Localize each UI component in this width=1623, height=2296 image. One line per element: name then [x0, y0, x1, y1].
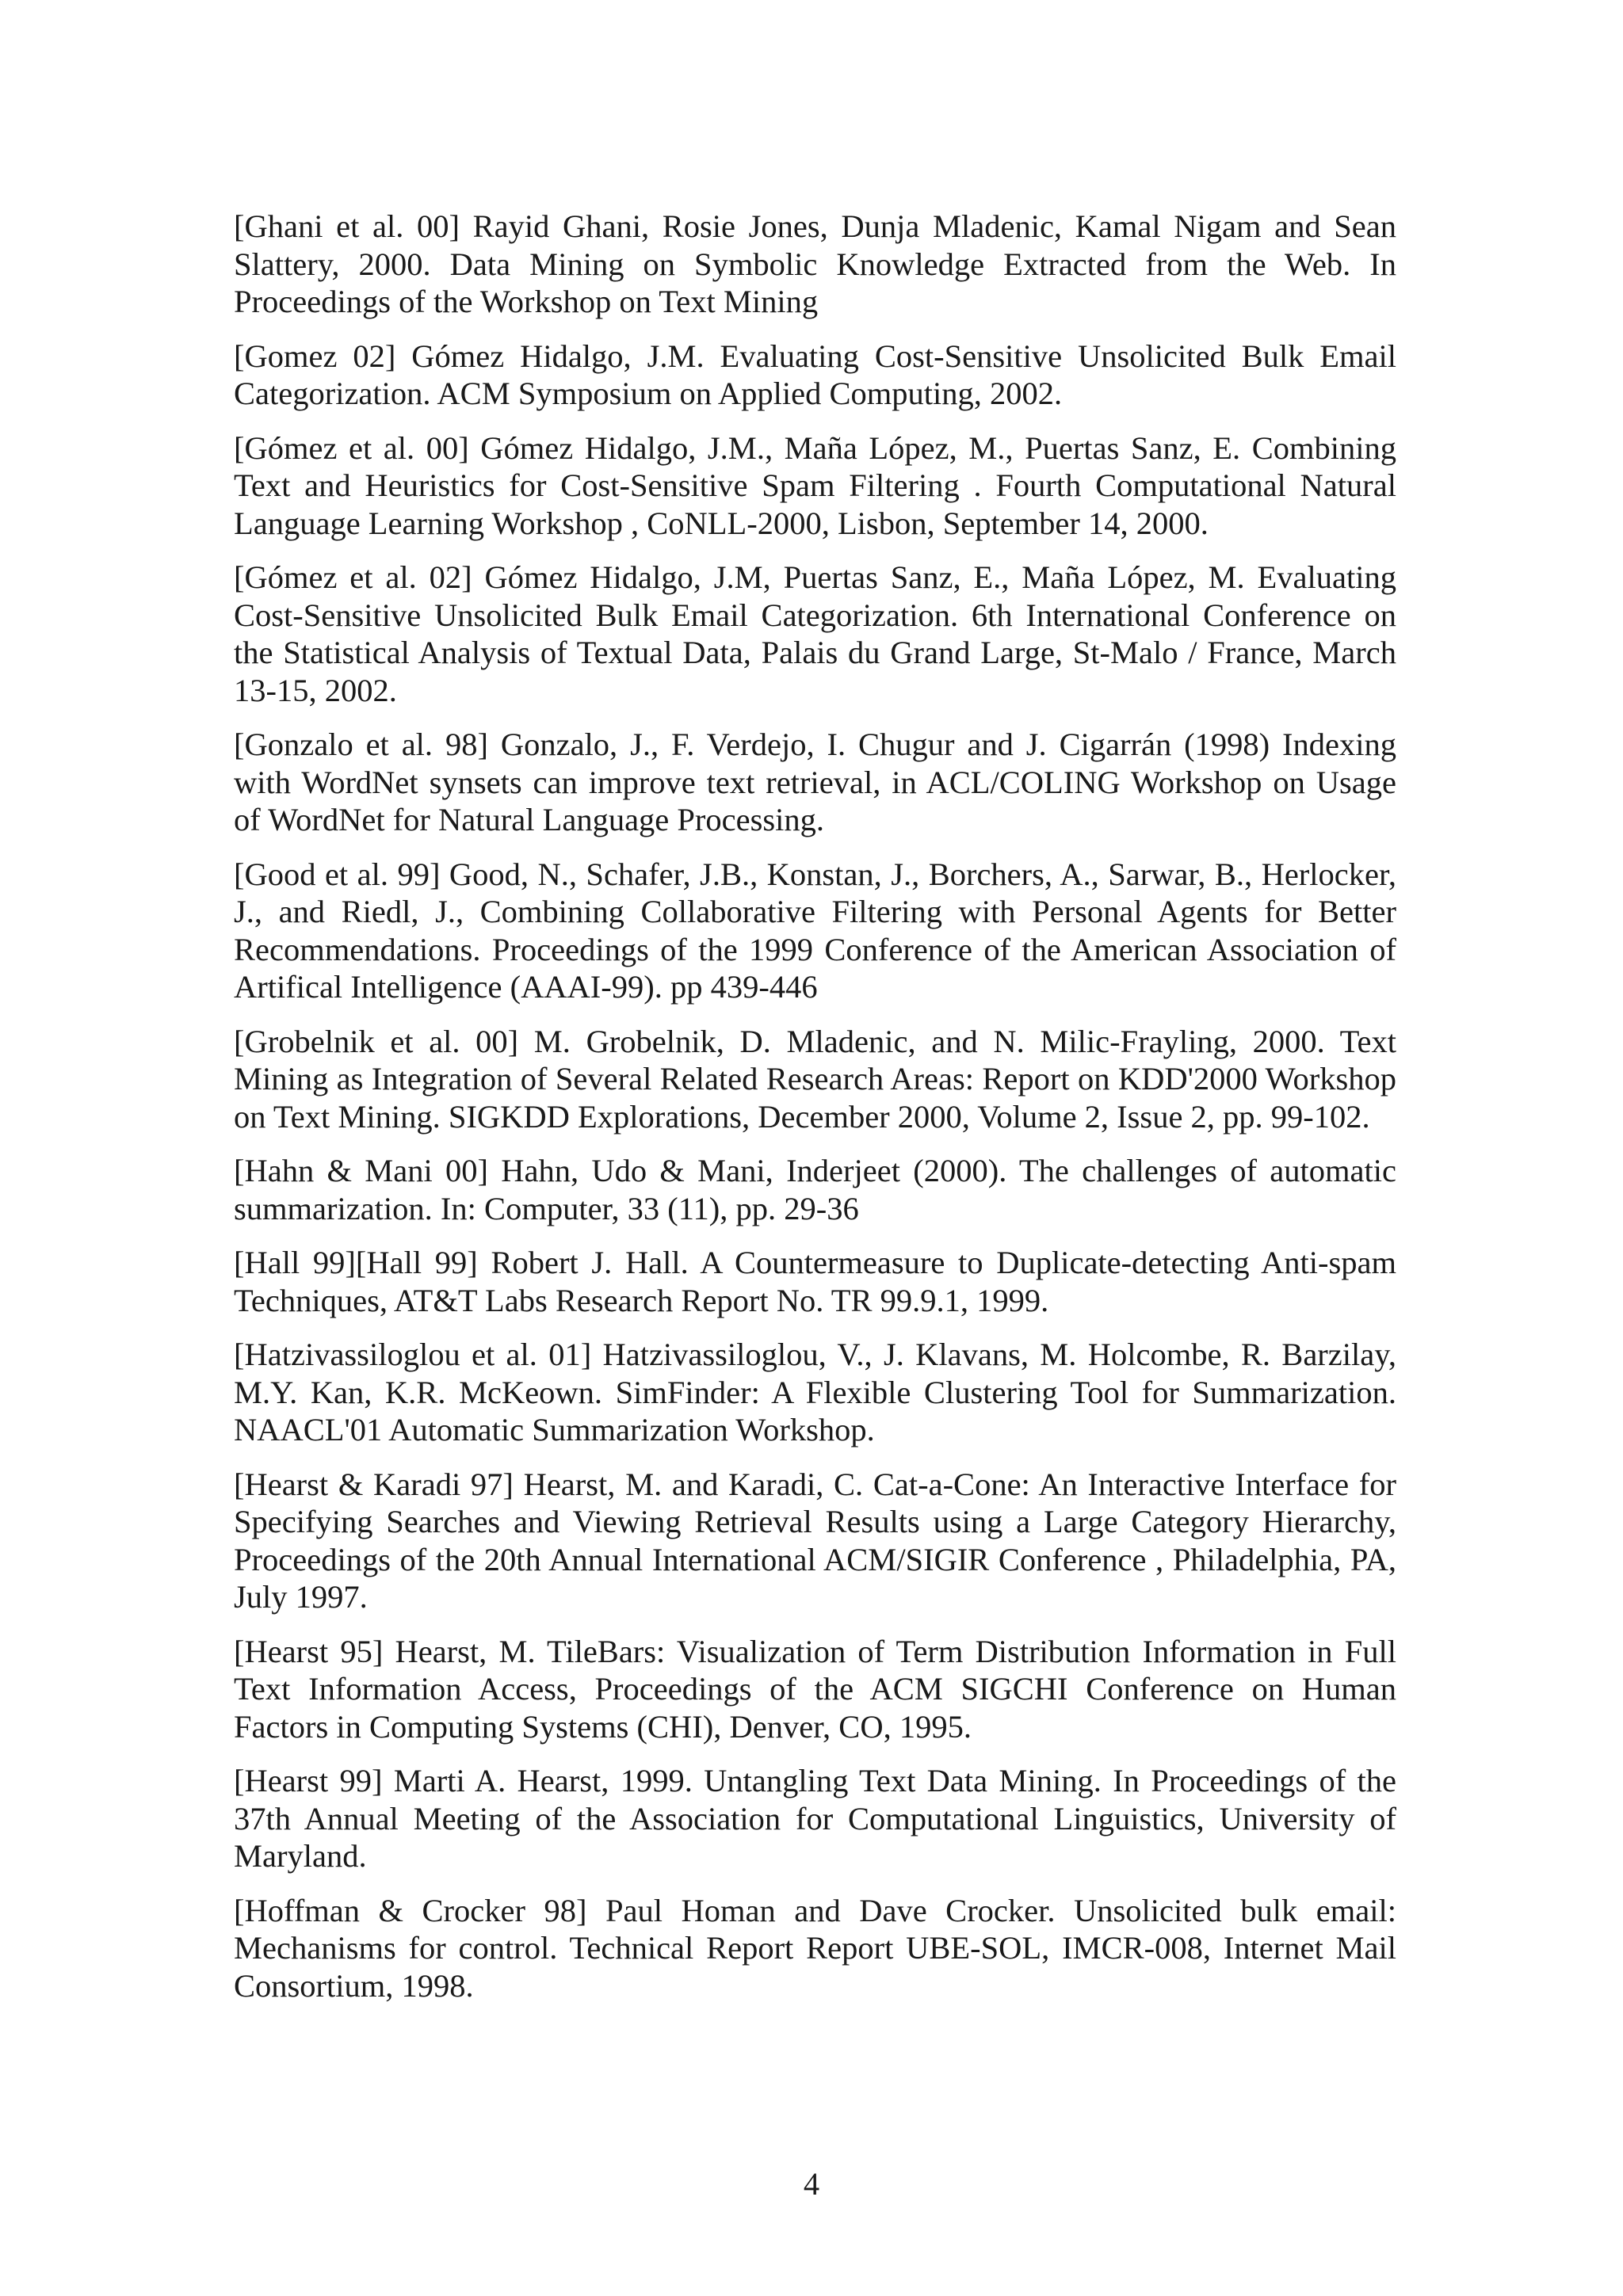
reference-entry: [Gómez et al. 00] Gómez Hidalgo, J.M., Maña López, M., Puertas Sanz, E. Combining Text and Heuristics for Cost-Sensitive Spam Filtering . Fourth Computational Natural Language Learning Workshop , CoNLL-2000, Lisbon, September 14, 2000.	[234, 429, 1396, 541]
page-number: 4	[803, 2166, 820, 2202]
reference-entry: [Gómez et al. 02] Gómez Hidalgo, J.M, Puertas Sanz, E., Maña López, M. Evaluating Cost-Sensitive Unsolicited Bulk Email Categorization. 6th International Conference on the Statistical Analysis of Textual Data, Palais du Grand Large, St-Malo / France, March 13-15, 2002.	[234, 559, 1396, 708]
reference-entry: [Hall 99][Hall 99] Robert J. Hall. A Countermeasure to Duplicate-detecting Anti-spam Techniques, AT&T Labs Research Report No. TR 99.9.1, 1999.	[234, 1245, 1396, 1318]
reference-entry: [Gonzalo et al. 98] Gonzalo, J., F. Verdejo, I. Chugur and J. Cigarrán (1998) Indexing with WordNet synsets can improve text retrieval, in ACL/COLING Workshop on Usage of WordNet for Natural Language Processing.	[234, 727, 1396, 837]
reference-entry: [Hearst & Karadi 97] Hearst, M. and Karadi, C. Cat-a-Cone: An Interactive Interface for Specifying Searches and Viewing Retrieval Results using a Large Category Hierarchy, Proceedings of the 20th Annual International ACM/SIGIR Conference , Philadelphia, PA, July 1997.	[234, 1466, 1396, 1615]
reference-entry: [Ghani et al. 00] Rayid Ghani, Rosie Jones, Dunja Mladenic, Kamal Nigam and Sean Slattery, 2000. Data Mining on Symbolic Knowledge Extracted from the Web. In Proceedings of the Workshop on Text Mining	[234, 208, 1396, 319]
reference-entry: [Hatzivassiloglou et al. 01] Hatzivassiloglou, V., J. Klavans, M. Holcombe, R. Barzilay, M.Y. Kan, K.R. McKeown. SimFinder: A Flexible Clustering Tool for Summarization. NAACL'01 Automatic Summarization Workshop.	[234, 1337, 1396, 1447]
reference-list	[234, 208, 1396, 2021]
reference-entry: [Hahn & Mani 00] Hahn, Udo & Mani, Inderjeet (2000). The challenges of automatic summarization. In: Computer, 33 (11), pp. 29-36	[234, 1153, 1396, 1226]
reference-entry: [Hearst 95] Hearst, M. TileBars: Visualization of Term Distribution Information in Full Text Information Access, Proceedings of the ACM SIGCHI Conference on Human Factors in Computing Systems (CHI), Denver, CO, 1995.	[234, 1633, 1396, 1745]
reference-entry: [Gomez 02] Gómez Hidalgo, J.M. Evaluating Cost-Sensitive Unsolicited Bulk Email Categorization. ACM Symposium on Applied Computing, 2002.	[234, 338, 1396, 411]
reference-entry: [Hearst 99] Marti A. Hearst, 1999. Untangling Text Data Mining. In Proceedings of the 37th Annual Meeting of the Association for Computational Linguistics, University of Maryland.	[234, 1763, 1396, 1874]
reference-entry: [Hoffman & Crocker 98] Paul Homan and Dave Crocker. Unsolicited bulk email: Mechanisms for control. Technical Report Report UBE-SOL, IMCR-008, Internet Mail Consortium, 1998.	[234, 1892, 1396, 2004]
reference-entry: [Good et al. 99] Good, N., Schafer, J.B., Konstan, J., Borchers, A., Sarwar, B., Herlocker, J., and Riedl, J., Combining Collaborative Filtering with Personal Agents for Better Recommendations. Proceedings of the 1999 Conference of the American Association of Artifical Intelligence (AAAI-99). pp 439-446	[234, 856, 1396, 1005]
reference-entry: [Grobelnik et al. 00] M. Grobelnik, D. Mladenic, and N. Milic-Frayling, 2000. Text Mining as Integration of Several Related Research Areas: Report on KDD'2000 Workshop on Text Mining. SIGKDD Explorations, December 2000, Volume 2, Issue 2, pp. 99-102.	[234, 1023, 1396, 1135]
